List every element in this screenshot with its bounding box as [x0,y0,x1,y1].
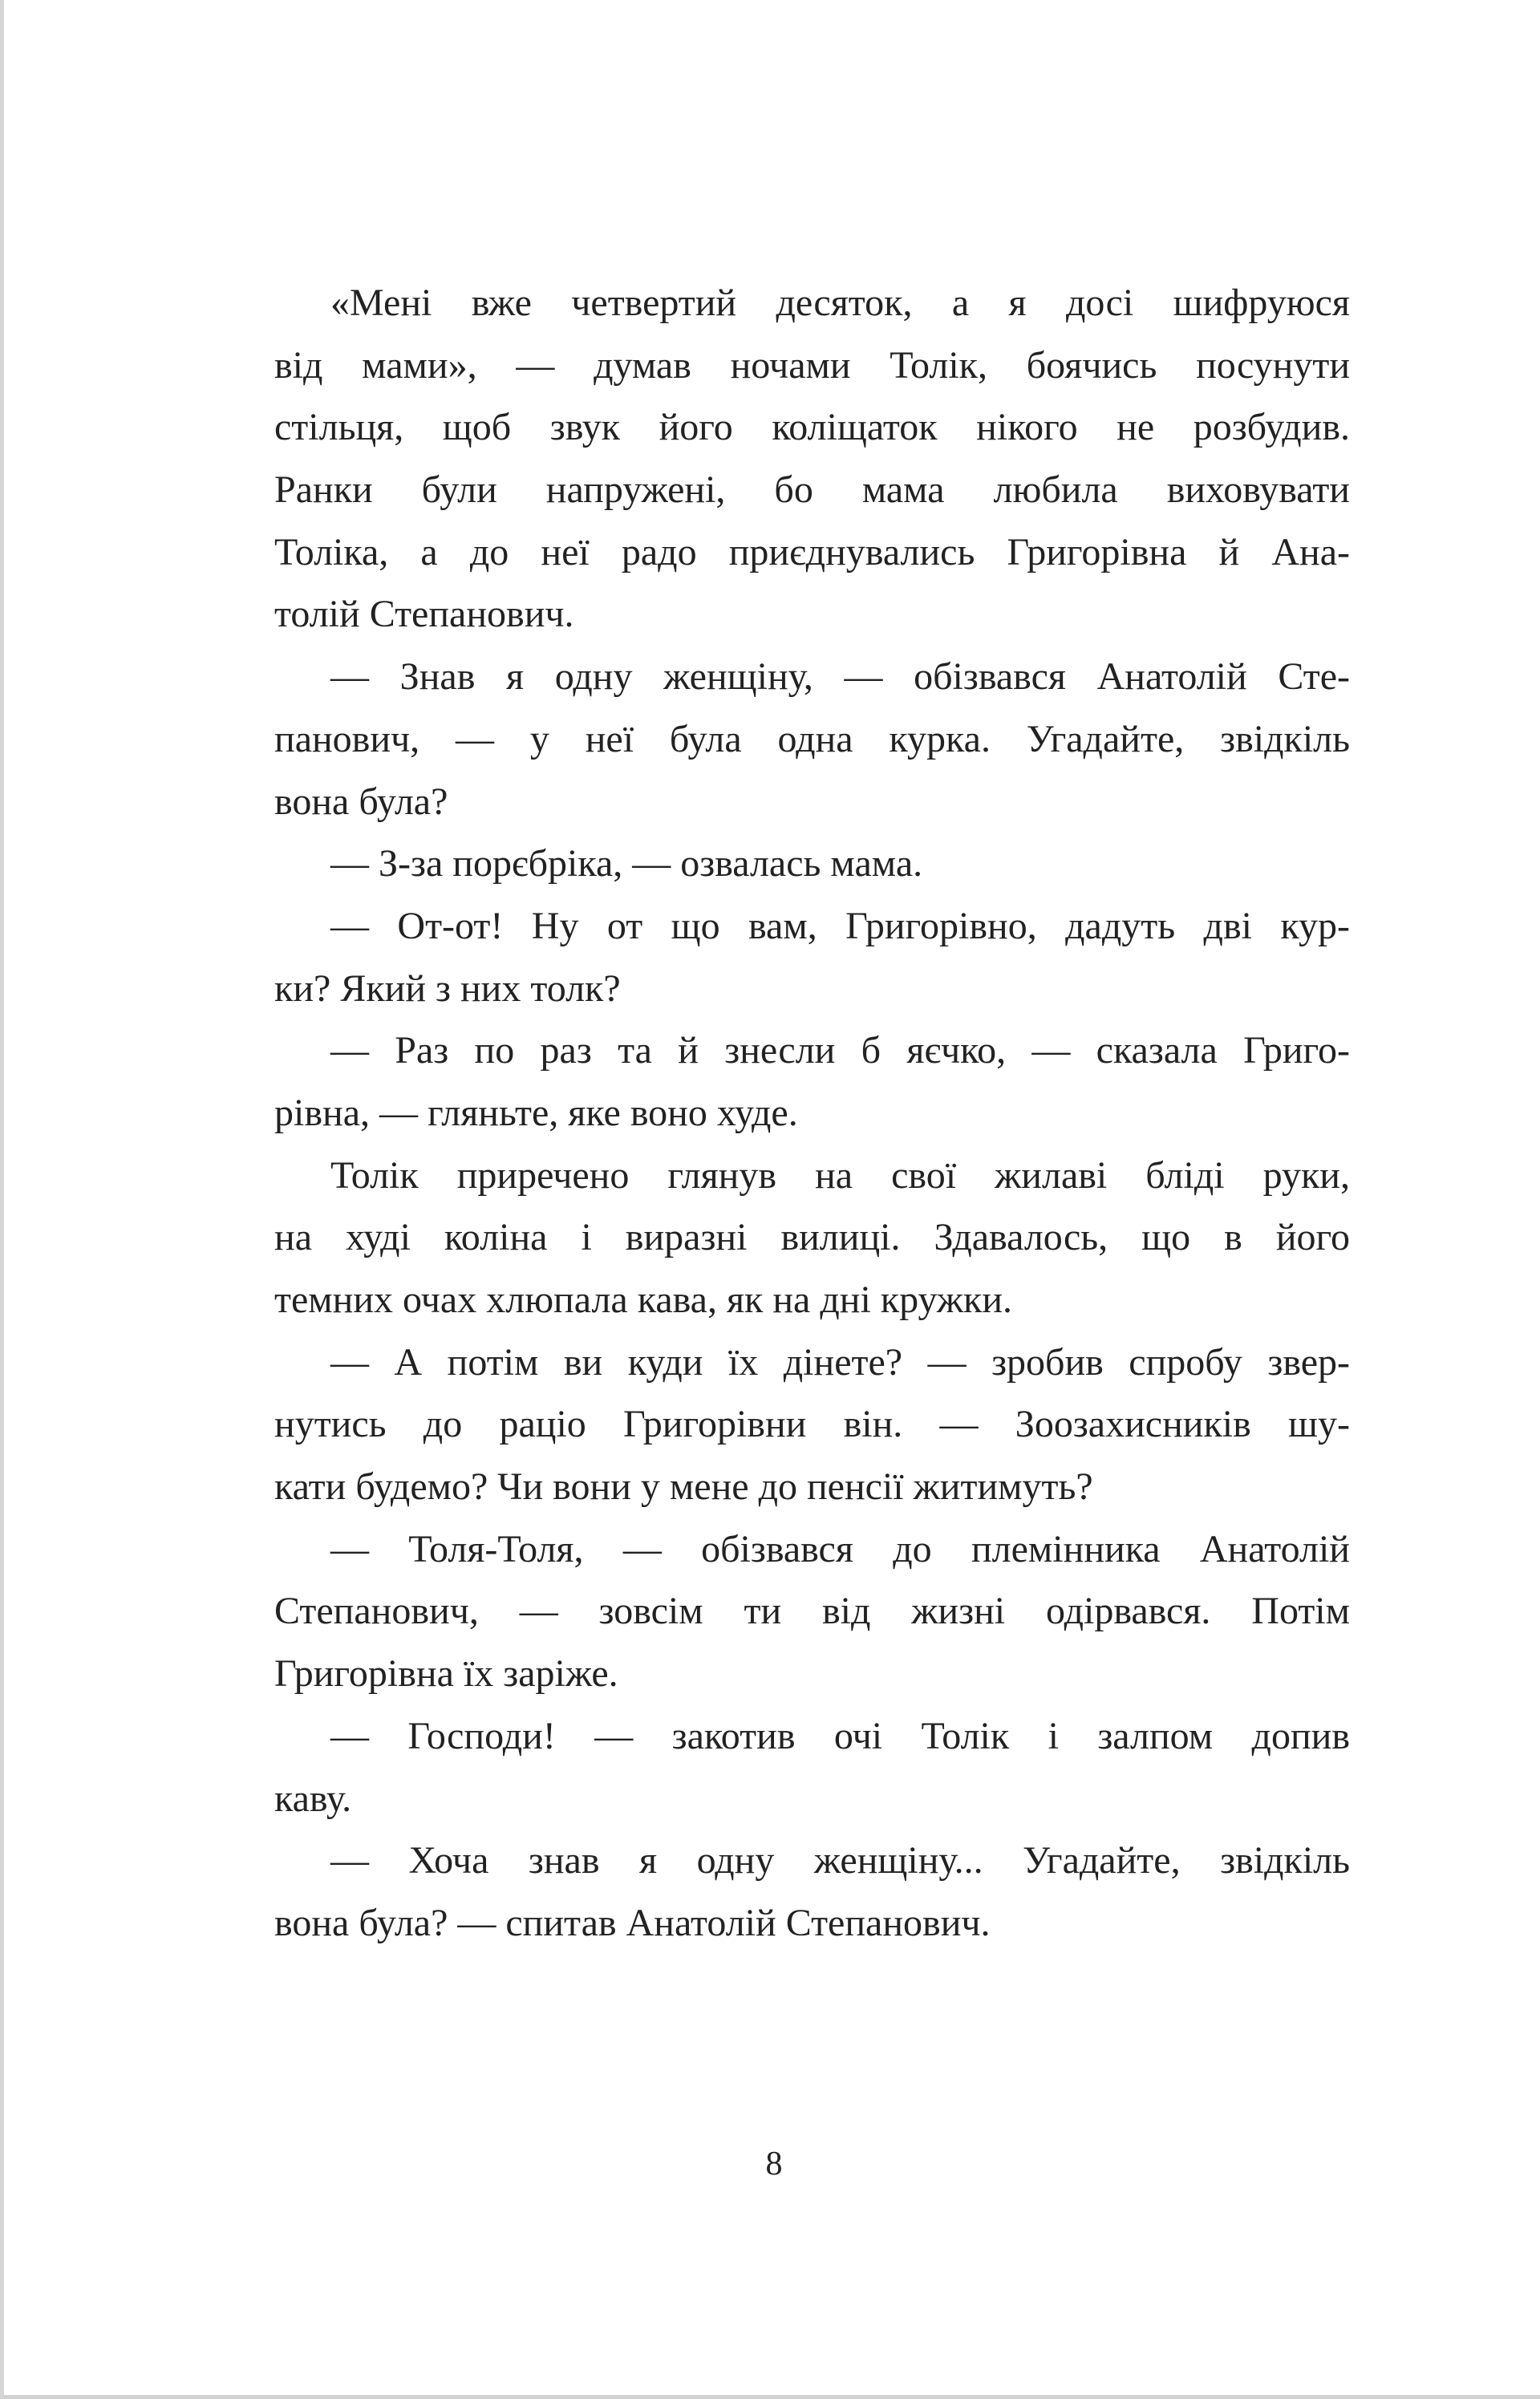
text-line: Толіка, а до неї радо приєднувались Григорівна й Ана- [274,530,1350,573]
text-line: Григорівна їх заріже. [274,1652,618,1696]
text-line: — Толя-Толя, — обізвався до племінника Анатолій [330,1527,1350,1570]
text-line: — З-за порєбріка, — озвалась мама. [330,842,923,885]
text-line: вона була? [274,780,448,823]
text-line: ки? Який з них толк? [274,966,621,1010]
text-line: — Хоча знав я одну женщіну... Угадайте, звідкіль [330,1839,1350,1882]
text-line: стільця, щоб звук його коліщаток нікого не розбудив. [274,406,1350,449]
page-number: 8 [765,2146,783,2182]
body-text [274,272,1350,1955]
text-line: вона була? — спитав Анатолій Степанович. [274,1901,991,1944]
paragraph [274,895,1350,1019]
text-line: Ранки були напружені, бо мама любила виховувати [274,468,1350,512]
text-line: каву. [274,1777,352,1820]
paragraph [274,1019,1350,1144]
text-line: на худі коліна і виразні вилиці. Здавалось, що в його [274,1216,1350,1259]
text-line: кати будемо? Чи вони у мене до пенсії житимуть? [274,1465,1093,1509]
text-line: «Мені вже четвертий десяток, а я досі шифруюся [330,282,1350,324]
paragraph [274,833,1350,895]
paragraph [274,1145,1350,1331]
paragraph [274,1830,1350,1954]
paragraph [274,1705,1350,1830]
text-line: — А потім ви куди їх дінете? — зробив спробу звер- [330,1340,1350,1384]
text-line: Степанович, — зовсім ти від жизні одірвався. Потім [274,1590,1350,1633]
text-line: — Знав я одну женщіну, — обізвався Анатолій Сте- [330,655,1350,699]
paragraph [274,1331,1350,1518]
text-line: від мами», — думав ночами Толік, боячись посунути [274,343,1350,387]
paragraph [274,1518,1350,1705]
paragraph [274,272,1350,646]
text-line: — Господи! — закотив очі Толік і залпом допив [330,1714,1350,1757]
text-line: Толік приречено глянув на свої жилаві бліді руки, [330,1153,1350,1197]
text-line: рівна, — гляньте, яке воно худе. [274,1091,798,1134]
text-line: — Раз по раз та й знесли б яєчко, — сказала Григо- [330,1029,1350,1072]
text-line: — От-от! Ну от що вам, Григорівно, дадуть дві кур- [330,904,1350,947]
text-line: панович, — у неї була одна курка. Угадайте, звідкіль [274,717,1350,760]
text-line: темних очах хлюпала кава, як на дні кружки. [274,1279,1013,1321]
text-line: нутись до раціо Григорівни він. — Зоозахисників шу- [274,1403,1350,1446]
paragraph [274,646,1350,833]
text-line: толій Степанович. [274,593,574,636]
